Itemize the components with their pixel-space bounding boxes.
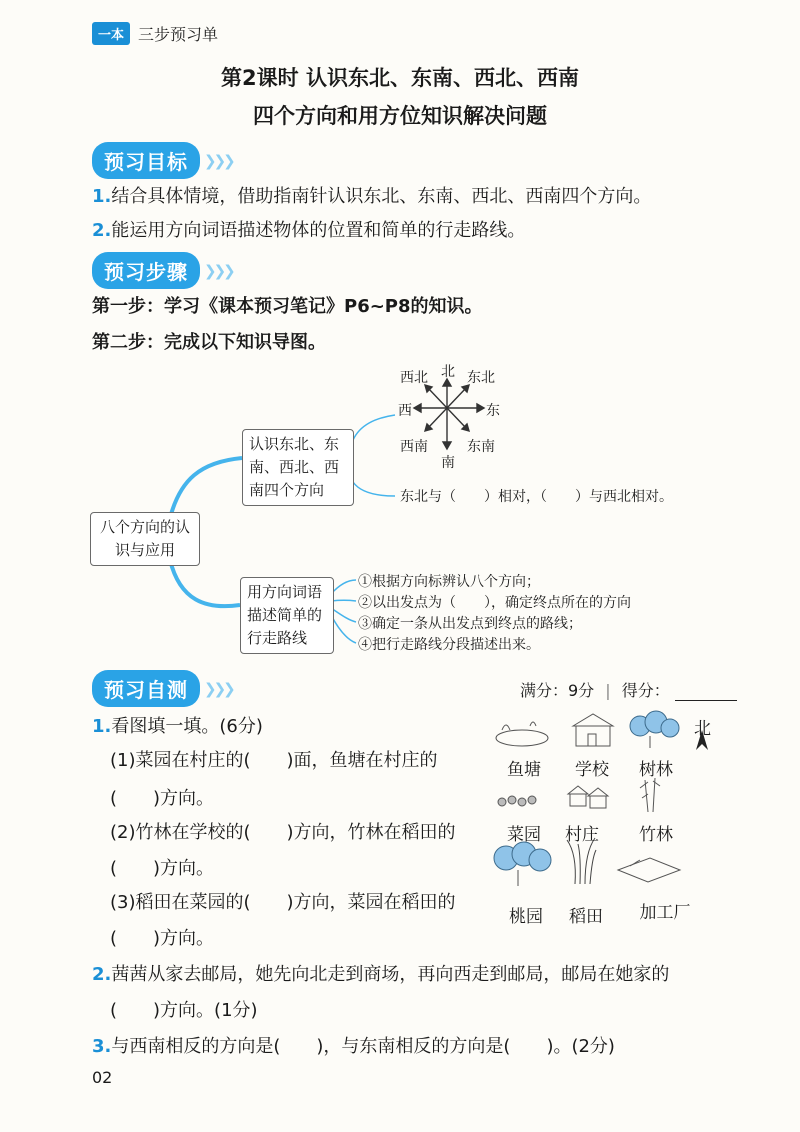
question-2: 2.茜茜从家去邮局，她先向北走到商场，再向西走到邮局，邮局在她家的 [92,964,670,985]
compass-east: 东 [486,403,500,419]
map-place-label: 学校 [575,760,609,780]
forest-icon [630,711,679,748]
lesson-title-line1: 第2课时 认识东北、东南、西北、西南 [221,66,579,90]
question-3: 3.与西南相反的方向是( )，与东南相反的方向是( )。(2分) [92,1036,615,1057]
map-north-label: 北 [694,719,711,739]
route-step: ①根据方向标辨认八个方向； [358,574,540,590]
compass-west: 西 [398,403,412,419]
score-label: 得分： [621,681,670,700]
question-1-stem: 1.看图填一填。(6分) [92,716,263,737]
mindmap-branch-directions: 认识东北、东南、西北、西南四个方向 [242,429,354,506]
map-place-label: 菜园 [507,825,541,845]
question-1-part2: (2)竹林在学校的( )方向，竹林在稻田的 [110,822,456,843]
chevrons-icon: ❯❯❯ [204,679,233,698]
compass-northwest: 西北 [400,370,428,386]
route-step: ④把行走路线分段描述出来。 [358,637,540,653]
compass-northeast: 东北 [467,370,495,386]
map-place-label: 加工厂 [639,903,691,923]
map-place-label: 树林 [639,760,673,780]
compass-north: 北 [441,364,455,380]
school-icon [573,714,613,746]
series-name: 三步预习单 [138,25,219,44]
map-place-label: 竹林 [639,825,673,845]
compass-south: 南 [441,455,455,471]
village-map [490,708,720,928]
goal-number: 2. [92,220,112,241]
compass-southeast: 东南 [467,439,495,455]
selftest-heading [92,670,233,707]
question-1-part2: ( )方向。 [110,858,215,879]
goal-text: 能运用方向词语描述物体的位置和简单的行走路线。 [111,220,526,241]
chevrons-icon: ❯❯❯ [204,261,233,280]
question-2-cont: ( )方向。(1分) [110,1000,258,1021]
question-1-part3: ( )方向。 [110,928,215,949]
lesson-title-line2: 四个方向和用方位知识解决问题 [253,104,547,128]
vegetable-garden-icon [498,796,536,806]
score-row: 满分：9分 | 得分： [520,678,737,701]
map-place-label: 稻田 [569,907,603,927]
page-number: 02 [92,1068,113,1087]
map-place-label: 桃园 [509,907,543,927]
peach-orchard-icon [494,842,551,886]
score-blank[interactable] [675,684,737,701]
route-step: ②以出发点为（ ），确定终点所在的方向 [358,595,631,611]
village-icon [568,786,608,808]
full-score: 满分：9分 [520,681,595,700]
fish-pond-icon [496,722,548,746]
goals-label: 预习目标 [92,142,200,179]
question-1-part3: (3)稻田在菜园的( )方向，菜园在稻田的 [110,892,456,913]
bamboo-icon [640,778,660,812]
relation-text: 东北与（ ）相对，（ ）与西北相对。 [400,489,673,505]
steps-label: 预习步骤 [92,252,200,289]
step-two: 第二步：完成以下知识导图。 [92,332,326,353]
step-one: 第一步：学习《课本预习笔记》P6~P8的知识。 [92,296,483,317]
question-1-part1: (1)菜园在村庄的( )面，鱼塘在村庄的 [110,750,438,771]
goal-text: 结合具体情境，借助指南针认识东北、东南、西北、西南四个方向。 [111,186,652,207]
selftest-label: 预习自测 [92,670,200,707]
mindmap-branch-route: 用方向词语描述简单的行走路线 [240,577,334,654]
map-place-label: 村庄 [565,825,599,845]
route-step: ③确定一条从出发点到终点的路线； [358,616,582,632]
question-1-part1: ( )方向。 [110,788,215,809]
goal-number: 1. [92,186,112,207]
compass-southwest: 西南 [400,439,428,455]
factory-icon [618,858,680,882]
chevrons-icon: ❯❯❯ [204,151,233,170]
brand-logo: 一本 [92,22,130,45]
mindmap-root: 八个方向的认识与应用 [90,512,200,566]
map-place-label: 鱼塘 [507,760,541,780]
